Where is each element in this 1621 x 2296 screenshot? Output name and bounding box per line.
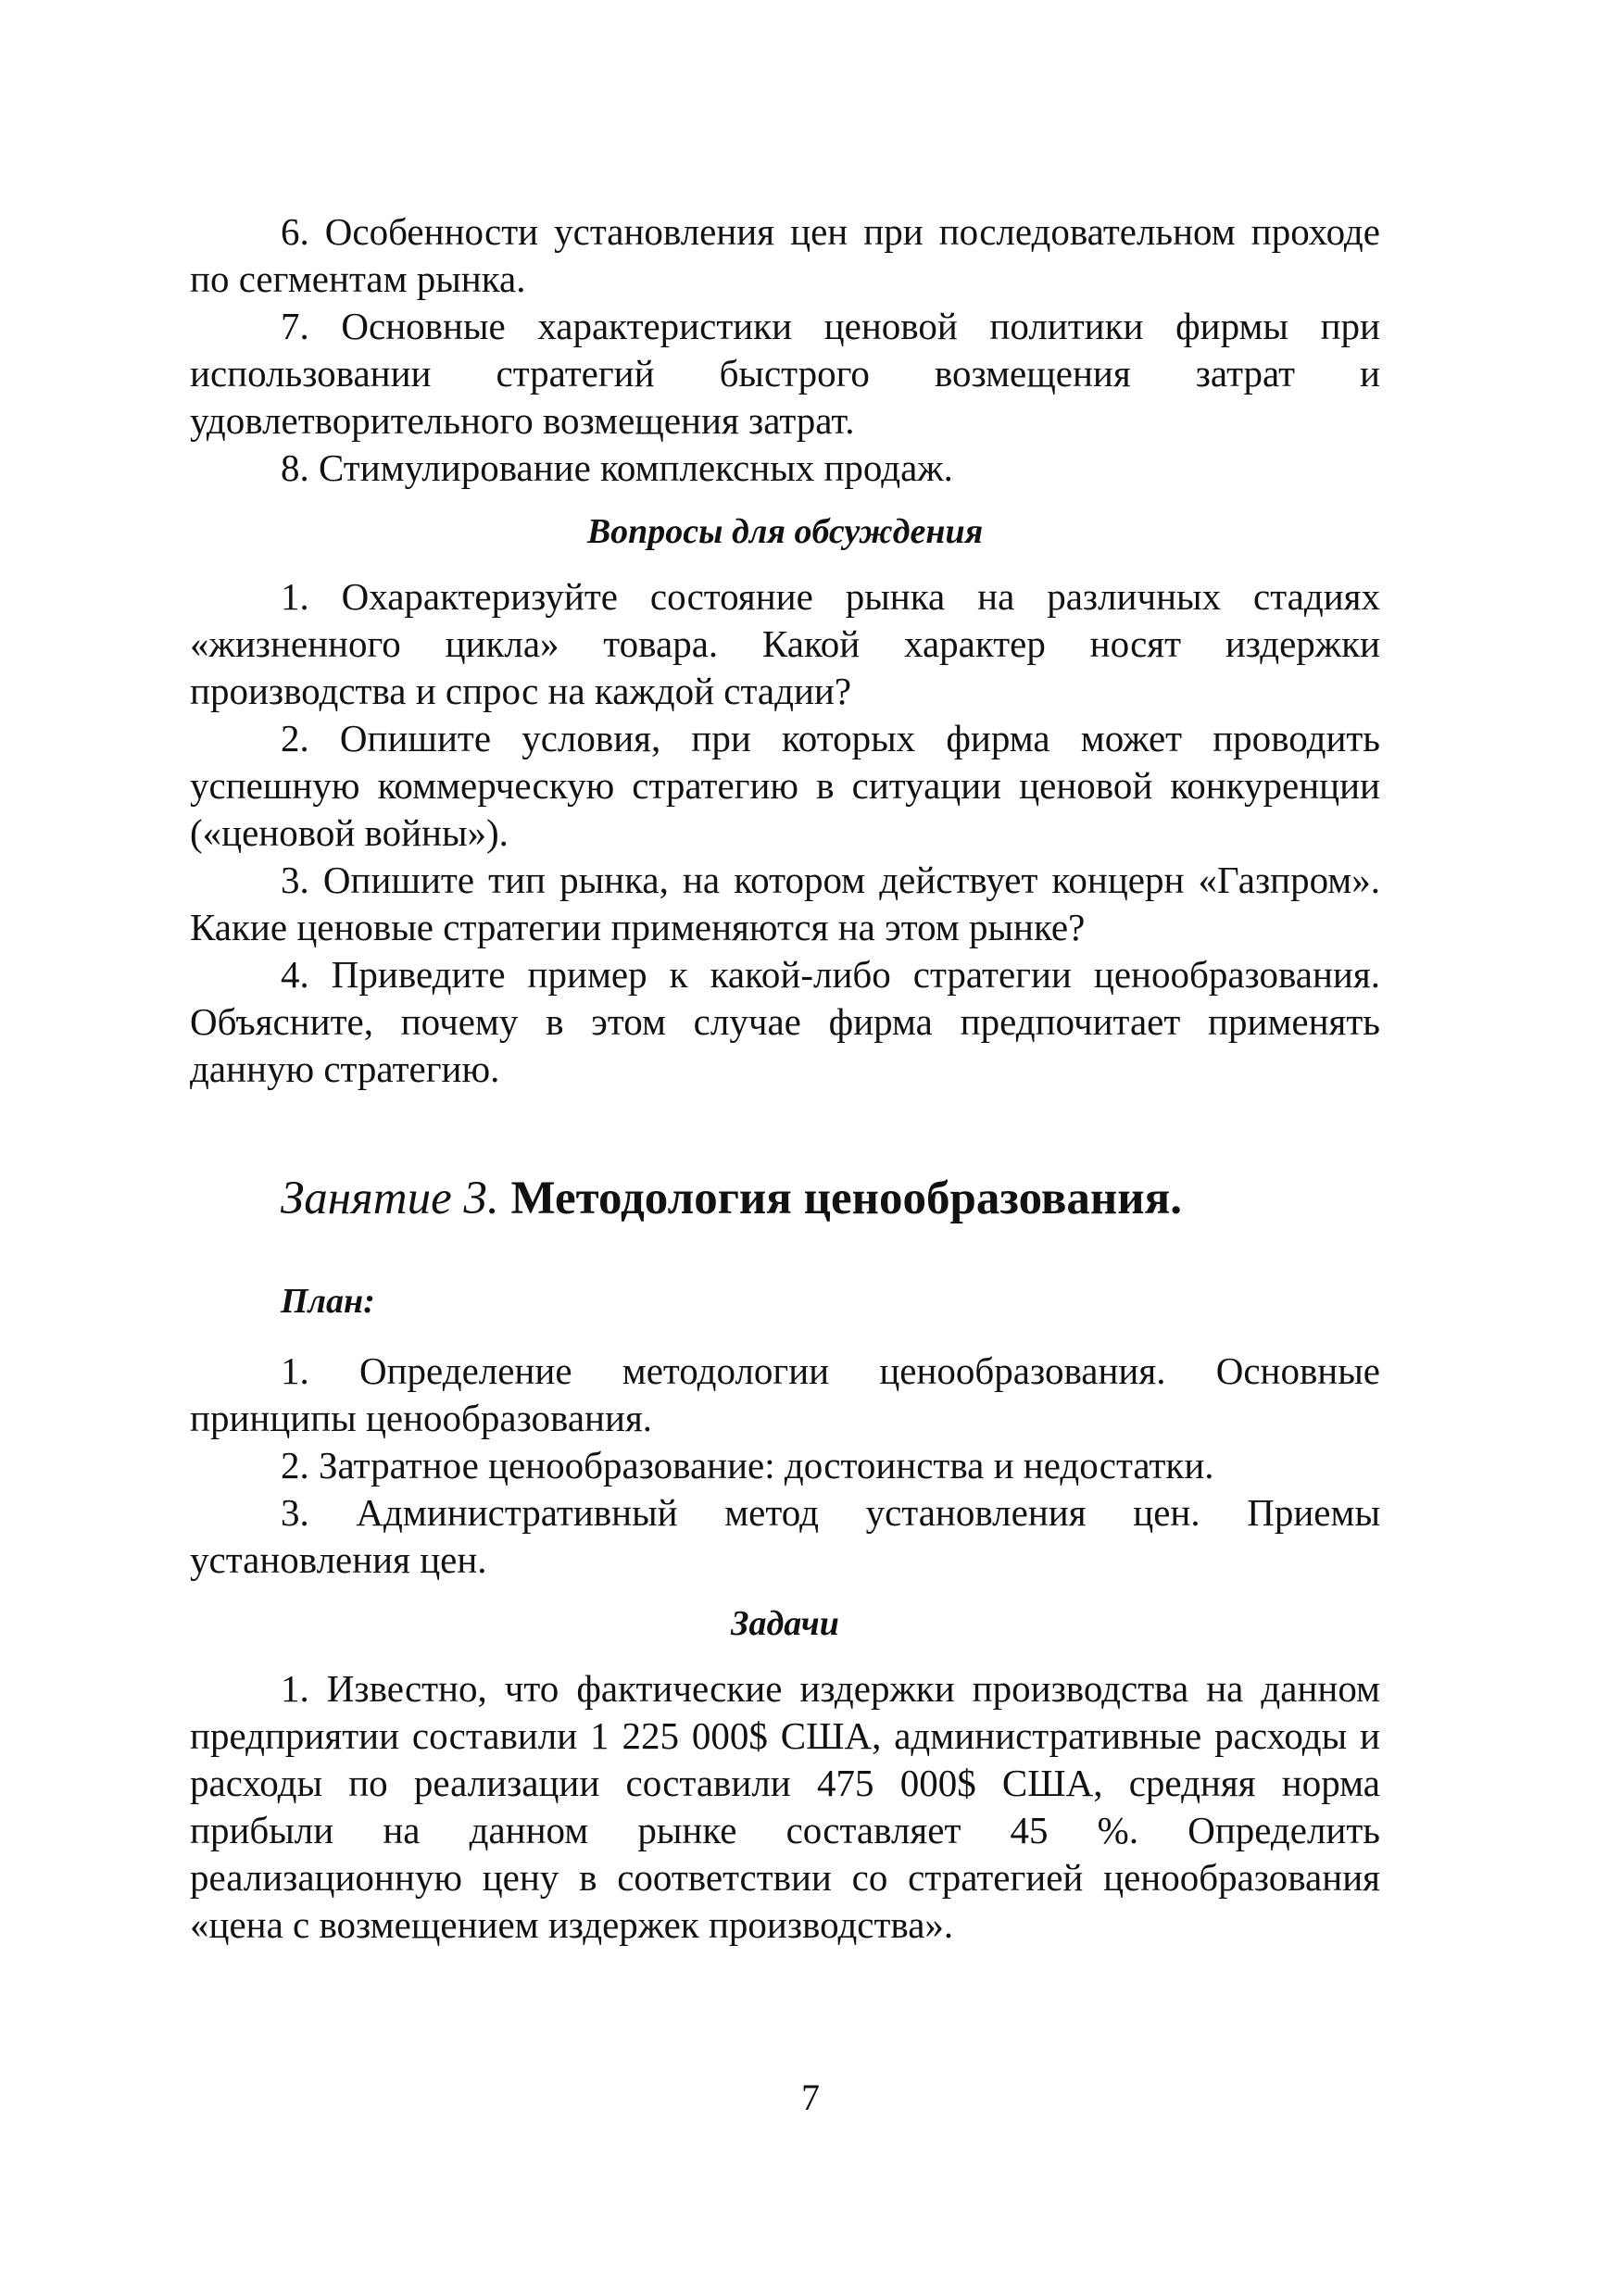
lesson-label: Занятие 3.	[281, 1173, 499, 1224]
discussion-item: 3. Опишите тип рынка, на котором действует концерн «Газпром». Какие ценовые стратегии применяются на этом рынке?	[190, 859, 1380, 948]
discussion-item: 2. Опишите условия, при которых фирма может проводить успешную коммерческую стратегию в ситуации ценовой конкуренции («ценовой войны»).	[190, 717, 1380, 854]
tasks-title: Задачи	[731, 1604, 839, 1643]
lesson-heading	[190, 1171, 1380, 1226]
list-item: 7. Основные характеристики ценовой политики фирмы при использовании стратегий быстрого возмещения затрат и удовлетворительного возмещения затрат.	[190, 305, 1380, 442]
discussion-title: Вопросы для обсуждения	[586, 512, 984, 551]
task-item: 1. Известно, что фактические издержки производства на данном предприятии составили 1 225 000$ США, административные расходы и расходы по реализации составили 475 000$ США, средняя норма прибыли на данном рынке составляет 45 %. Определить реализационную цену в соответствии со стратегией ценообразования «цена с возмещением издержек производства».	[190, 1667, 1380, 1946]
plan-item: 1. Определение методологии ценообразования. Основные принципы ценообразования.	[190, 1349, 1380, 1439]
list-item: 6. Особенности установления цен при последовательном проходе по сегментам рынка.	[190, 210, 1380, 300]
plan-label: План:	[281, 1282, 375, 1321]
page-body	[190, 208, 1380, 1949]
lesson-title: Методология ценообразования.	[510, 1173, 1182, 1224]
plan-item: 2. Затратное ценообразование: достоинства и недостатки.	[281, 1444, 1214, 1487]
discussion-item: 1. Охарактеризуйте состояние рынка на различных стадиях «жизненного цикла» товара. Какой характер носят издержки производства и спрос на каждой стадии?	[190, 575, 1380, 712]
plan-item: 3. Административный метод установления цен. Приемы установления цен.	[190, 1491, 1380, 1581]
page-number: 7	[801, 2076, 820, 2118]
list-item: 8. Стимулирование комплексных продаж.	[281, 446, 953, 489]
discussion-item: 4. Приведите пример к какой-либо стратегии ценообразования. Объясните, почему в этом случае фирма предпочитает применять данную стратегию.	[190, 953, 1380, 1090]
